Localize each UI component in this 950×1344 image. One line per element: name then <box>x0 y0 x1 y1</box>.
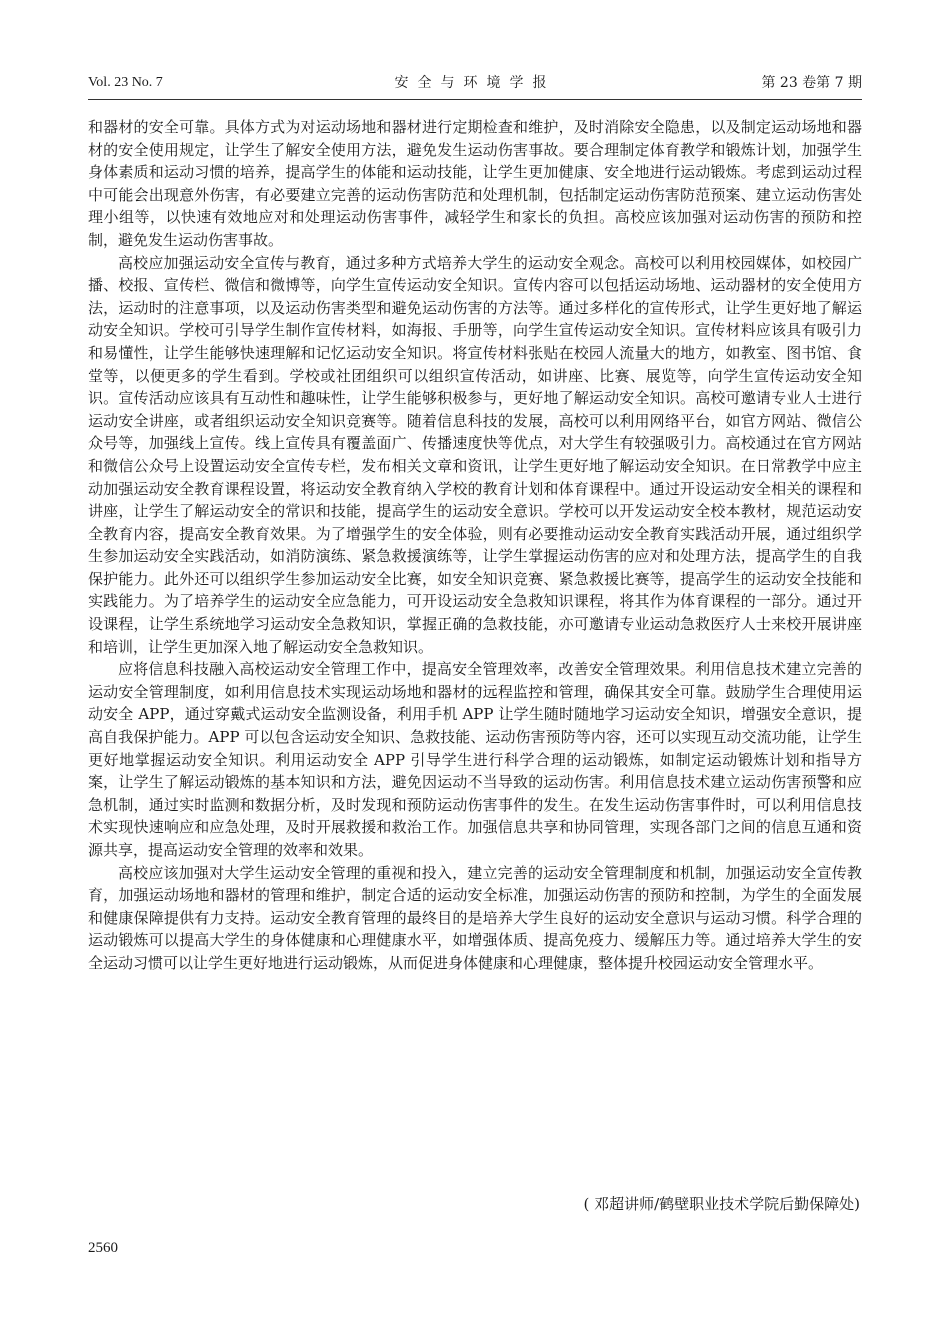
running-header <box>88 70 862 96</box>
journal-title: 安全与环境学报 <box>394 75 556 91</box>
paragraph-safety-publicity: 高校应加强运动安全宣传与教育，通过多种方式培养大学生的运动安全观念。高校可以利用校园媒体，如校园广播、校报、宣传栏、微信和微博等，向学生宣传运动安全知识。宣传内容可以包括运动场地、运动器材的安全使用方法，运动时的注意事项，以及运动伤害类型和避免运动伤害的方法等。通过多样化的宣传形式，让学生更好地了解运动安全知识。学校可引导学生制作宣传材料，如海报、手册等，向学生宣传运动安全知识。宣传材料应该具有吸引力和易懂性，让学生能够快速理解和记忆运动安全知识。将宣传材料张贴在校园人流量大的地方，如教室、图书馆、食堂等，以便更多的学生看到。学校或社团组织可以组织宣传活动，如讲座、比赛、展览等，向学生宣传运动安全知识。宣传活动应该具有互动性和趣味性，让学生能够积极参与，更好地了解运动安全知识。高校可邀请专业人士进行运动安全讲座，或者组织运动安全知识竞赛等。随着信息科技的发展，高校可以利用网络平台，如官方网站、微信公众号等，加强线上宣传。线上宣传具有覆盖面广、传播速度快等优点，对大学生有较强吸引力。高校通过在官方网站和微信公众号上设置运动安全宣传专栏，发布相关文章和资讯，让学生更好地了解运动安全知识。在日常教学中应主动加强运动安全教育课程设置，将运动安全教育纳入学校的教育计划和体育课程中。通过开设运动安全相关的课程和讲座，让学生了解运动安全的常识和技能，提高学生的运动安全意识。学校可以开发运动安全校本教材，规范运动安全教育内容，提高安全教育效果。为了增强学生的安全体验，则有必要推动运动安全教育实践活动开展，通过组织学生参加运动安全实践活动，如消防演练、紧急救援演练等，让学生掌握运动伤害的应对和处理方法，提高学生的自我保护能力。此外还可以组织学生参加运动安全比赛，如安全知识竞赛、紧急救援比赛等，提高学生的运动安全技能和实践能力。为了培养学生的运动安全应急能力，可开设运动安全急救知识课程，将其作为体育课程的一部分。通过开设课程，让学生系统地学习运动安全急救知识，掌握正确的急救技能，亦可邀请专业运动急救医疗人士来校开展讲座和培训，让学生更加深入地了解运动安全急救知识。 <box>88 253 862 656</box>
author-affiliation: ( 邓超讲师/鹤壁职业技术学院后勤保障处) <box>583 1195 860 1213</box>
header-rule <box>88 99 862 100</box>
volume-issue-en: Vol. 23 No. 7 <box>88 75 163 90</box>
article-body <box>88 116 862 975</box>
paragraph-information-technology: 应将信息科技融入高校运动安全管理工作中，提高安全管理效率，改善安全管理效果。利用信息技术建立完善的运动安全管理制度，如利用信息技术实现运动场地和器材的远程监控和管理，确保其安全可靠。鼓励学生合理使用运动安全 APP，通过穿戴式运动安全监测设备，利用手机 APP 让学生随时随地学习运动安全知识，增强安全意识，提高自我保护能力。APP 可以包含运动安全知识、急救技能、运动伤害预防等内容，还可以实现互动交流功能，让学生更好地掌握运动安全知识。利用运动安全 APP 引导学生进行科学合理的运动锻炼，如制定运动锻炼计划和指导方案，让学生了解运动锻炼的基本知识和方法，避免因运动不当导致的运动伤害。利用信息技术建立运动伤害预警和应急机制，通过实时监测和数据分析，及时发现和预防运动伤害事件的发生。在发生运动伤害事件时，可以利用信息技术实现快速响应和应急处理，及时开展救援和救治工作。加强信息共享和协同管理，实现各部门之间的信息互通和资源共享，提高运动安全管理的效率和效果。 <box>88 660 862 859</box>
paragraph-conclusion: 高校应该加强对大学生运动安全管理的重视和投入，建立完善的运动安全管理制度和机制，加强运动安全宣传教育，加强运动场地和器材的管理和维护，制定合适的运动安全标准，加强运动伤害的预防和控制，为学生的全面发展和健康保障提供有力支持。运动安全教育管理的最终目的是培养大学生良好的运动安全意识与运动习惯。科学合理的运动锻炼可以提高大学生的身体健康和心理健康水平，如增强体质、提高免疫力、缓解压力等。通过培养大学生的安全运动习惯可以让学生更好地进行运动锻炼，从而促进身体健康和心理健康，整体提升校园运动安全管理水平。 <box>88 863 862 972</box>
page-number: 2560 <box>88 1240 118 1256</box>
paragraph-continuation: 和器材的安全可靠。具体方式为对运动场地和器材进行定期检查和维护，及时消除安全隐患，以及制定运动场地和器材的安全使用规定，让学生了解安全使用方法，避免发生运动伤害事故。要合理制定体育教学和锻炼计划，加强学生身体素质和运动习惯的培养，提高学生的体能和运动技能，让学生更加健康、安全地进行运动锻炼。考虑到运动过程中可能会出现意外伤害，有必要建立完善的运动伤害防范和处理机制，包括制定运动伤害防范预案、建立运动伤害处理小组等，以快速有效地应对和处理运动伤害事件，减轻学生和家长的负担。高校应该加强对运动伤害的预防和控制，避免发生运动伤害事故。 <box>88 118 862 249</box>
volume-issue-cn: 第 23 卷第 7 期 <box>761 75 862 91</box>
